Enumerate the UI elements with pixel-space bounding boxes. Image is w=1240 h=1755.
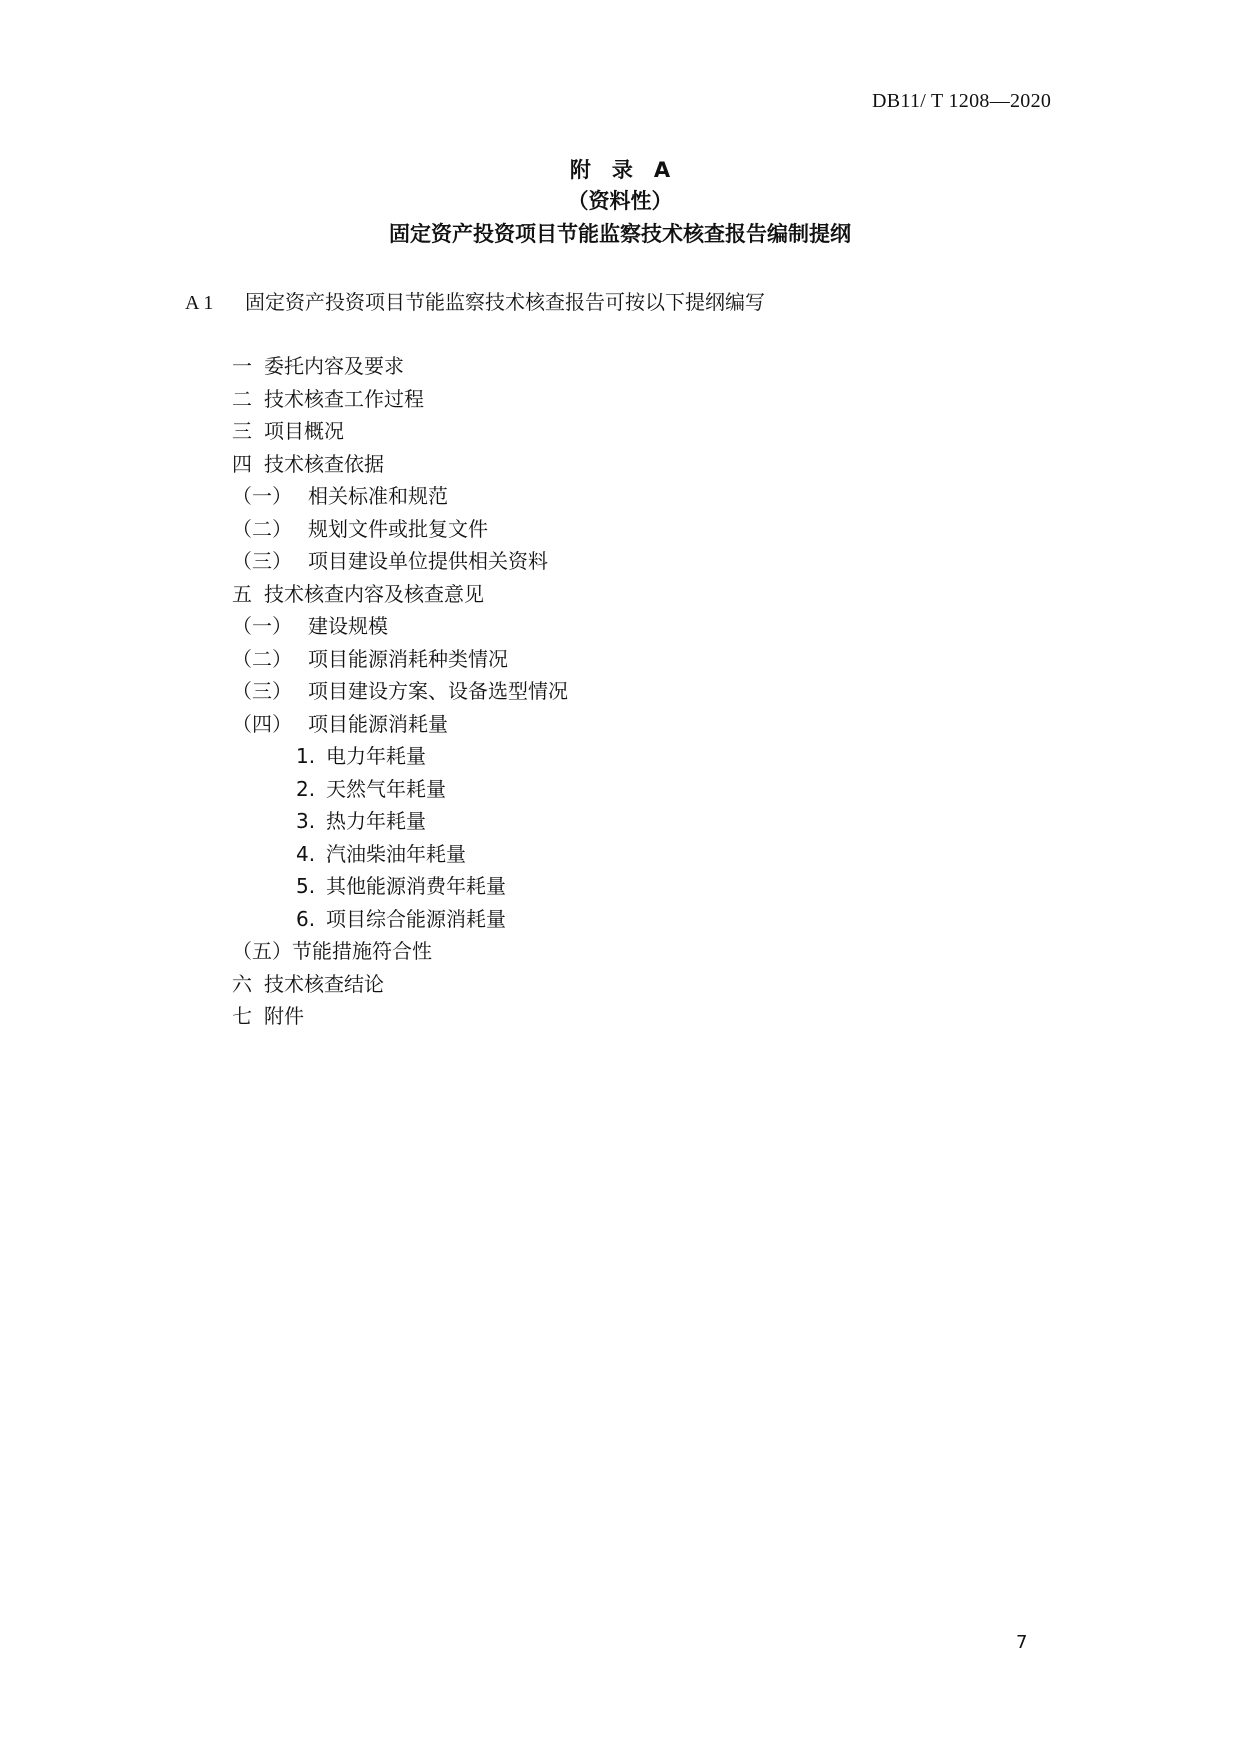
outline-item [232,675,568,708]
outline-item [232,350,568,383]
outline-marker: 5. [296,874,316,898]
outline-item [232,838,568,871]
clause-text: 固定资产投资项目节能监察技术核查报告可按以下提纲编写 [245,290,765,314]
outline-text: 项目建设单位提供相关资料 [308,549,548,573]
outline-item [232,935,568,968]
outline-marker: （二） [232,646,292,671]
outline-text: 其他能源消费年耗量 [326,874,506,898]
outline-marker: 四 [232,451,252,476]
outline-text: 技术核查内容及核查意见 [264,581,484,606]
outline-marker: （一） [232,484,292,508]
outline-marker: 1. [296,744,316,768]
outline-marker: 三 [232,419,252,443]
outline-item [232,968,568,1001]
outline-text: 附件 [264,1004,304,1028]
appendix-heading: 固定资产投资项目节能监察技术核查报告编制提纲 [389,222,851,246]
outline-marker: （三） [232,549,292,573]
outline-text: 规划文件或批复文件 [308,516,488,541]
outline-item [232,643,568,676]
outline-text: 天然气年耗量 [326,776,446,801]
outline-marker: （五） [232,939,292,963]
report-outline [232,350,568,1033]
page-number: 7 [1016,1632,1028,1653]
outline-item [232,545,568,578]
outline-marker: （二） [232,516,292,541]
outline-marker: 3. [296,809,316,833]
outline-text: 节能措施符合性 [292,939,432,963]
outline-text: 汽油柴油年耗量 [326,841,466,866]
outline-marker: 六 [232,971,252,996]
appendix-type: （资料性） [567,189,673,213]
outline-text: 项目建设方案、设备选型情况 [308,679,568,703]
document-code: DB11/ T 1208—2020 [872,90,1052,112]
outline-text: 项目综合能源消耗量 [326,906,506,931]
outline-marker: 6. [296,906,316,931]
outline-item [232,903,568,936]
outline-item [232,708,568,741]
outline-item [232,1000,568,1033]
outline-text: 建设规模 [308,614,388,638]
outline-marker: 二 [232,386,252,411]
outline-text: 相关标准和规范 [308,484,448,508]
outline-item [232,578,568,611]
outline-text: 项目能源消耗量 [308,711,448,736]
outline-marker: 4. [296,841,316,866]
clause-a1 [185,286,765,315]
outline-marker: 七 [232,1004,252,1028]
outline-marker: （一） [232,614,292,638]
outline-item [232,740,568,773]
outline-marker: 五 [232,581,252,606]
outline-item [232,610,568,643]
outline-item [232,513,568,546]
outline-text: 技术核查依据 [264,451,384,476]
outline-item [232,383,568,416]
outline-item [232,870,568,903]
outline-text: 电力年耗量 [326,744,426,768]
outline-item [232,448,568,481]
outline-text: 委托内容及要求 [264,354,404,378]
outline-item [232,773,568,806]
outline-marker: 一 [232,354,252,378]
outline-text: 项目概况 [264,419,344,443]
outline-text: 热力年耗量 [326,809,426,833]
outline-text: 技术核查结论 [264,971,384,996]
outline-item [232,415,568,448]
clause-number: A 1 [185,292,214,314]
outline-item [232,805,568,838]
outline-item [232,480,568,513]
outline-text: 技术核查工作过程 [264,386,424,411]
outline-text: 项目能源消耗种类情况 [308,646,508,671]
outline-marker: （三） [232,679,292,703]
outline-marker: 2. [296,776,316,801]
outline-marker: （四） [232,711,292,736]
appendix-title: 附 录 A [569,158,671,182]
